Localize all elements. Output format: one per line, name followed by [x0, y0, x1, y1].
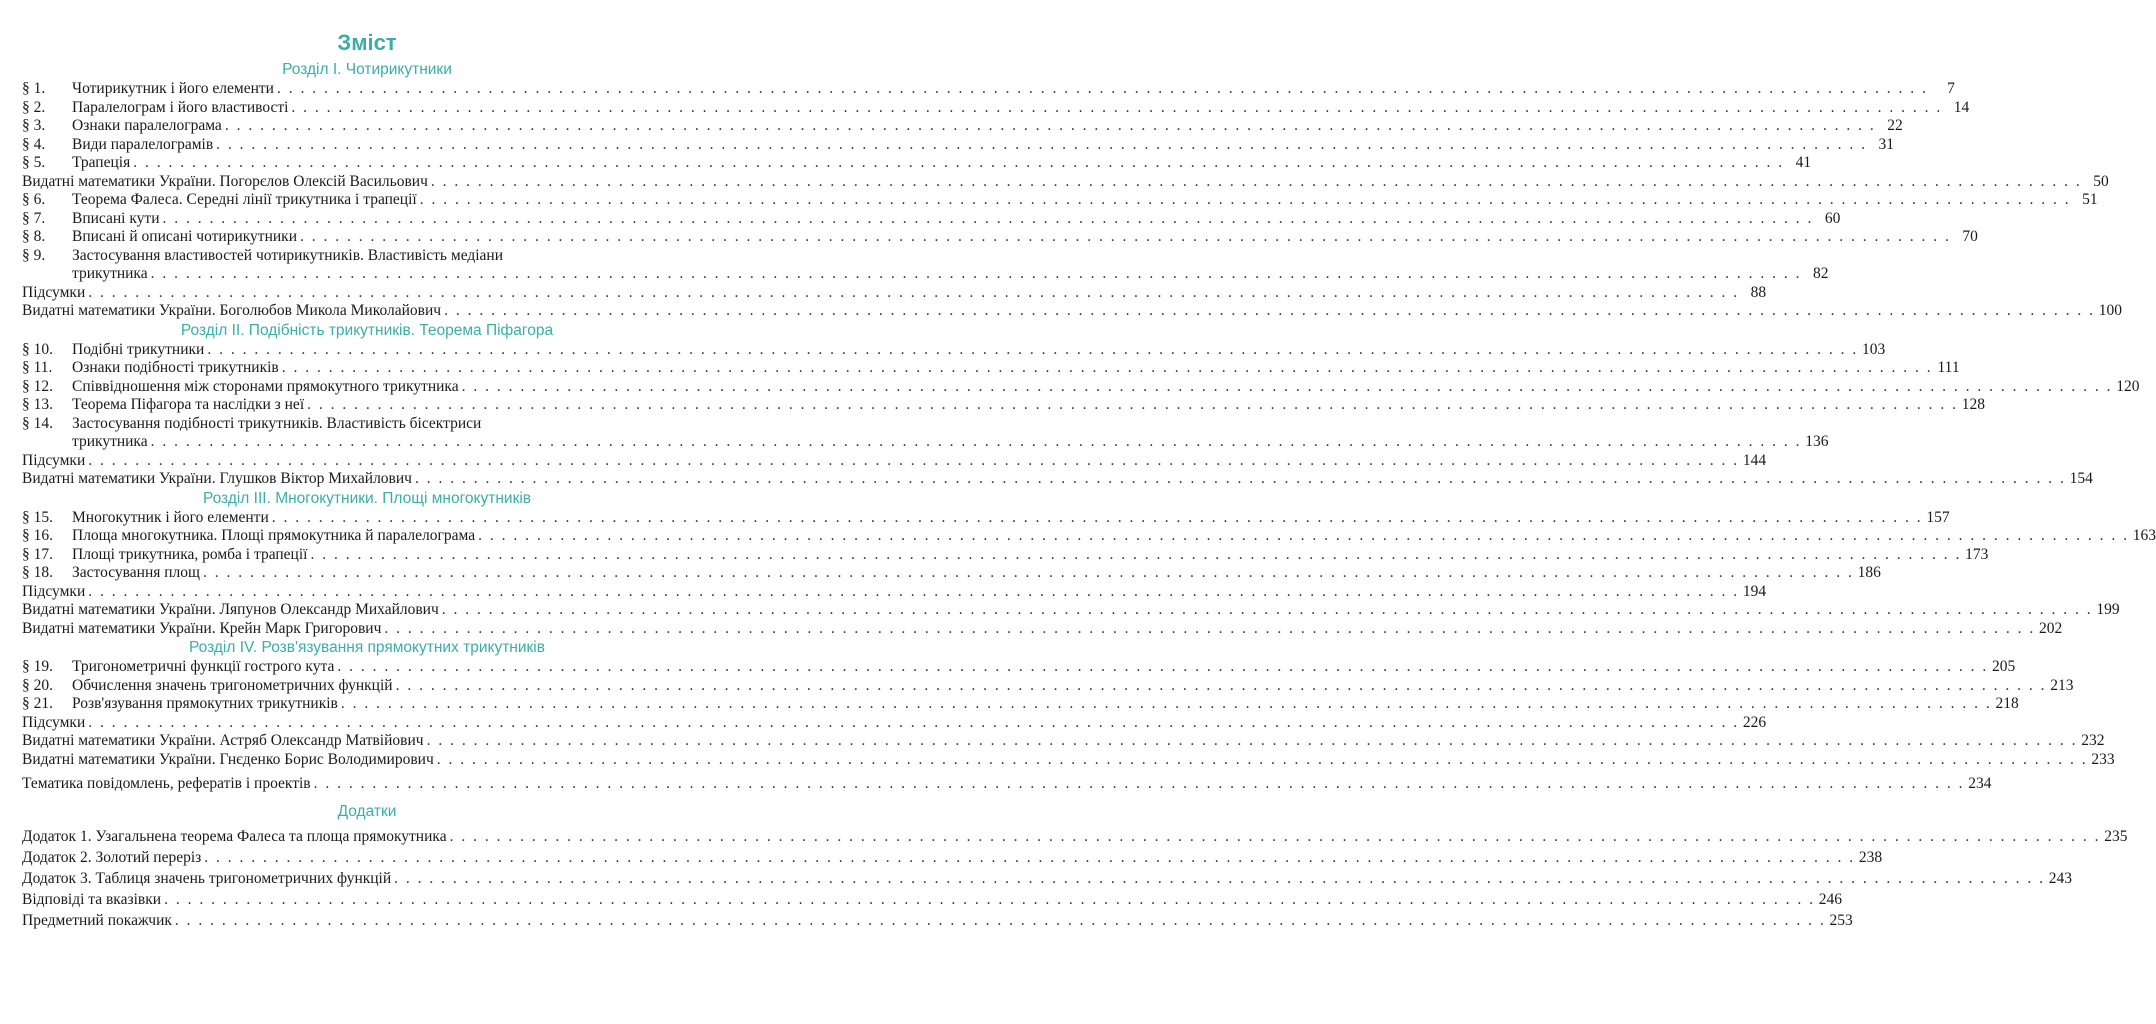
section-heading: Розділ IV. Розв'язування прямокутних трикутників — [189, 639, 545, 656]
toc-entry[interactable] — [22, 545, 1989, 565]
entry-title: Види паралелограмів — [72, 135, 214, 153]
section-number: § 13. — [22, 396, 53, 413]
section-number: § 1. — [22, 80, 46, 97]
dot-leader — [88, 583, 1739, 602]
toc-entry[interactable] — [22, 247, 712, 266]
entry-title: Площа многокутника. Площі прямокутника й паралелограма — [72, 527, 476, 544]
dot-leader — [437, 751, 2088, 770]
dot-leader — [207, 341, 1858, 360]
entry-title: Відповіді та вказівки — [22, 890, 162, 908]
page-number: 144 — [1742, 451, 1767, 469]
section-number: § 17. — [22, 545, 53, 563]
page-number: 226 — [1742, 713, 1767, 731]
page-number: 205 — [1991, 658, 2016, 675]
section-number: § 3. — [22, 117, 46, 134]
entry-title: Застосування площ — [72, 564, 200, 581]
page-number: 7 — [1947, 80, 1955, 97]
page-number: 233 — [2091, 750, 2115, 768]
toc-entry[interactable] — [22, 695, 2019, 714]
dot-leader — [394, 868, 2045, 889]
page-number: 120 — [2116, 377, 2140, 395]
dot-leader — [444, 302, 2095, 321]
page-number: 238 — [1858, 848, 1883, 866]
section-number: § 14. — [22, 414, 53, 432]
toc-entry[interactable] — [22, 847, 1883, 868]
section-number: § 10. — [22, 340, 53, 358]
page-number: 136 — [1805, 433, 1829, 450]
dot-leader — [478, 527, 2129, 546]
page-number: 243 — [2048, 869, 2073, 887]
section-number: § 18. — [22, 564, 53, 581]
page-number: 41 — [1795, 154, 1812, 171]
toc-entry[interactable] — [22, 910, 1853, 931]
dot-leader — [310, 546, 1961, 565]
entry-title: Додаток 3. Таблиця значень тригонометричних функцій — [22, 869, 392, 887]
entry-title: Теорема Піфагора та наслідки з неї — [72, 396, 305, 413]
entry-title: Підсумки — [22, 713, 86, 731]
page-number: 218 — [1995, 695, 2019, 712]
page-number: 70 — [1962, 228, 1978, 245]
toc-entry-continuation[interactable] — [22, 433, 1829, 452]
toc-entry[interactable] — [22, 889, 1842, 910]
page-number: 235 — [2104, 827, 2128, 845]
toc-entry[interactable] — [22, 228, 1978, 247]
page-number: 22 — [1887, 117, 1903, 134]
dot-leader — [151, 433, 1802, 452]
dot-leader — [291, 99, 1942, 118]
dot-leader — [88, 714, 1739, 733]
page-number: 100 — [2098, 302, 2122, 319]
entry-title: Паралелограм і його властивості — [72, 98, 289, 116]
page-number: 82 — [1812, 265, 1829, 282]
page-number: 234 — [1968, 775, 1992, 792]
dot-leader — [337, 658, 1988, 677]
toc-entry-continuation[interactable] — [22, 265, 1829, 284]
toc-entry[interactable] — [22, 377, 2140, 397]
page-number: 232 — [2081, 732, 2105, 749]
toc-entry[interactable] — [22, 340, 1886, 360]
toc-entry[interactable] — [22, 470, 2093, 489]
toc-entry[interactable] — [22, 135, 1895, 155]
entry-title: Підсумки — [22, 582, 86, 600]
entry-title: Розв'язування прямокутних трикутників — [72, 695, 338, 712]
page-number: 246 — [1818, 890, 1842, 908]
dot-leader — [88, 452, 1739, 471]
page-number: 60 — [1824, 209, 1841, 227]
page-number: 199 — [2096, 601, 2120, 618]
dot-leader — [175, 910, 1826, 931]
entry-title: Ознаки подібності трикутників — [72, 359, 279, 376]
dot-leader — [314, 775, 1965, 794]
page-number: 173 — [1965, 545, 1989, 563]
dot-leader — [420, 191, 2071, 210]
toc-entry[interactable] — [22, 209, 1841, 229]
page-number: 154 — [2069, 470, 2093, 487]
entry-title: Видатні математики України. Гнєденко Борис Володимирович — [22, 750, 434, 768]
entry-title: Обчислення значень тригонометричних функцій — [72, 676, 393, 694]
section-number: § 12. — [22, 377, 53, 395]
toc-entry[interactable] — [22, 527, 2156, 546]
dot-leader — [462, 378, 2113, 397]
dot-leader — [300, 228, 1951, 247]
section-number: § 9. — [22, 246, 46, 264]
entry-title: Тематика повідомлень, рефератів і проектів — [22, 775, 311, 792]
dot-leader — [225, 117, 1876, 136]
toc-entry[interactable] — [22, 676, 2074, 696]
entry-title: Підсумки — [22, 451, 86, 469]
dot-leader — [384, 620, 2035, 639]
toc-entry[interactable] — [22, 750, 2115, 770]
page-number: 194 — [1742, 582, 1767, 600]
entry-title: Теорема Фалеса. Середні лінії трикутника і трапеції — [72, 191, 417, 208]
entry-title: Застосування властивостей чотирикутників. Властивість медіани — [72, 246, 504, 264]
page-number: 253 — [1829, 911, 1853, 929]
entry-title: Видатні математики України. Погорєлов Олексій Васильович — [22, 172, 428, 190]
entry-title: Видатні математики України. Ляпунов Олександр Михайлович — [22, 601, 439, 618]
toc-body — [22, 60, 2156, 931]
entry-title: Предметний покажчик — [22, 911, 172, 929]
page-number: 157 — [1926, 508, 1950, 526]
toc-entry[interactable] — [22, 564, 1881, 583]
dot-leader — [431, 173, 2082, 192]
page-number: 163 — [2132, 527, 2156, 544]
toc-entry[interactable] — [22, 396, 1985, 415]
entry-title: Многокутник і його елементи — [72, 508, 269, 526]
toc-entry[interactable] — [22, 302, 2122, 321]
section-number: § 6. — [22, 191, 46, 208]
dot-leader — [162, 210, 1813, 229]
section-number: § 5. — [22, 154, 46, 171]
dot-leader — [282, 359, 1933, 378]
entry-title: Підсумки — [22, 283, 86, 301]
page-number: 202 — [2039, 619, 2063, 637]
dot-leader — [164, 889, 1815, 910]
entry-title: Застосування подібності трикутників. Властивість бісектриси — [72, 414, 482, 432]
section-heading: Додатки — [337, 802, 397, 820]
page-number: 111 — [1937, 359, 1960, 376]
toc-entry[interactable] — [22, 868, 2073, 889]
toc-entry[interactable] — [22, 713, 1767, 733]
section-number: § 8. — [22, 228, 46, 245]
toc-entry[interactable] — [22, 359, 1960, 378]
entry-title: Видатні математики України. Крейн Марк Григорович — [22, 619, 382, 637]
toc-entry[interactable] — [22, 283, 1767, 303]
dot-leader — [307, 396, 1958, 415]
entry-title: Вписані кути — [72, 209, 160, 227]
section-heading: Розділ І. Чотирикутники — [282, 61, 452, 78]
entry-title: Видатні математики України. Боголюбов Микола Миколайович — [22, 302, 442, 319]
dot-leader — [442, 601, 2093, 620]
entry-title: Чотирикутник і його елементи — [72, 80, 274, 97]
entry-title: Ознаки паралелограма — [72, 117, 222, 134]
entry-title: Вписані й описані чотирикутники — [72, 228, 297, 245]
section-number: § 11. — [22, 359, 53, 376]
toc-entry[interactable] — [22, 775, 1992, 794]
section-number: § 19. — [22, 658, 53, 675]
dot-leader — [415, 470, 2066, 489]
page-number: 213 — [2050, 676, 2074, 694]
toc-entry[interactable] — [22, 451, 1767, 471]
dot-leader — [151, 265, 1802, 284]
toc-entry[interactable] — [22, 826, 2128, 847]
section-heading: Розділ ІІ. Подібність трикутників. Теорема Піфагора — [180, 321, 554, 339]
toc-entry[interactable] — [22, 601, 2120, 620]
dot-leader — [341, 695, 1992, 714]
toc-entry[interactable] — [22, 154, 1812, 173]
entry-title: Трапеція — [72, 154, 131, 171]
table-of-contents — [22, 28, 2156, 931]
page-title: Зміст — [337, 30, 397, 55]
dot-leader — [204, 847, 1855, 868]
section-number: § 16. — [22, 527, 53, 544]
toc-entry[interactable] — [22, 80, 1955, 99]
section-number: § 21. — [22, 695, 53, 712]
page-number: 88 — [1750, 283, 1767, 301]
dot-leader — [450, 826, 2101, 847]
entry-title: Співвідношення між сторонами прямокутного трикутника — [72, 377, 459, 395]
toc-entry[interactable] — [22, 658, 2016, 677]
section-number: § 7. — [22, 209, 46, 227]
toc-entry[interactable] — [22, 98, 1970, 118]
entry-title: Додаток 1. Узагальнена теорема Фалеса та площа прямокутника — [22, 827, 447, 845]
entry-title: Видатні математики України. Астряб Олександр Матвійович — [22, 732, 424, 749]
page-number: 50 — [2093, 172, 2109, 190]
dot-leader — [133, 154, 1784, 173]
dot-leader — [216, 136, 1867, 155]
page-number: 186 — [1857, 564, 1881, 581]
entry-title: Тригонометричні функції гострого кута — [72, 658, 335, 675]
dot-leader — [272, 509, 1923, 528]
toc-entry[interactable] — [22, 415, 712, 434]
dot-leader — [88, 284, 1739, 303]
page-number: 51 — [2082, 191, 2098, 208]
section-number: § 20. — [22, 676, 53, 694]
dot-leader — [427, 732, 2078, 751]
section-number: § 4. — [22, 135, 46, 153]
toc-entry[interactable] — [22, 191, 2098, 210]
section-heading: Розділ ІІІ. Многокутники. Площі многокутників — [202, 489, 532, 507]
dot-leader — [277, 80, 1928, 99]
entry-title: Додаток 2. Золотий переріз — [22, 848, 202, 866]
entry-title: Видатні математики України. Глушков Віктор Михайлович — [22, 470, 412, 487]
toc-entry[interactable] — [22, 732, 2105, 751]
toc-entry[interactable] — [22, 508, 1950, 528]
page-number: 128 — [1961, 396, 1985, 413]
toc-entry[interactable] — [22, 619, 2063, 639]
page-number: 103 — [1861, 340, 1886, 358]
dot-leader — [396, 677, 2047, 696]
toc-entry[interactable] — [22, 172, 2109, 192]
section-number: § 15. — [22, 508, 53, 526]
entry-title: трикутника — [72, 433, 148, 450]
entry-title: Площі трикутника, ромба і трапеції — [72, 545, 308, 563]
entry-title: Подібні трикутники — [72, 340, 205, 358]
section-number: § 2. — [22, 98, 46, 116]
toc-entry[interactable] — [22, 582, 1767, 602]
toc-entry[interactable] — [22, 117, 1903, 136]
entry-title: трикутника — [72, 265, 148, 282]
page-number: 14 — [1953, 98, 1970, 116]
page-number: 31 — [1878, 135, 1895, 153]
dot-leader — [203, 564, 1854, 583]
